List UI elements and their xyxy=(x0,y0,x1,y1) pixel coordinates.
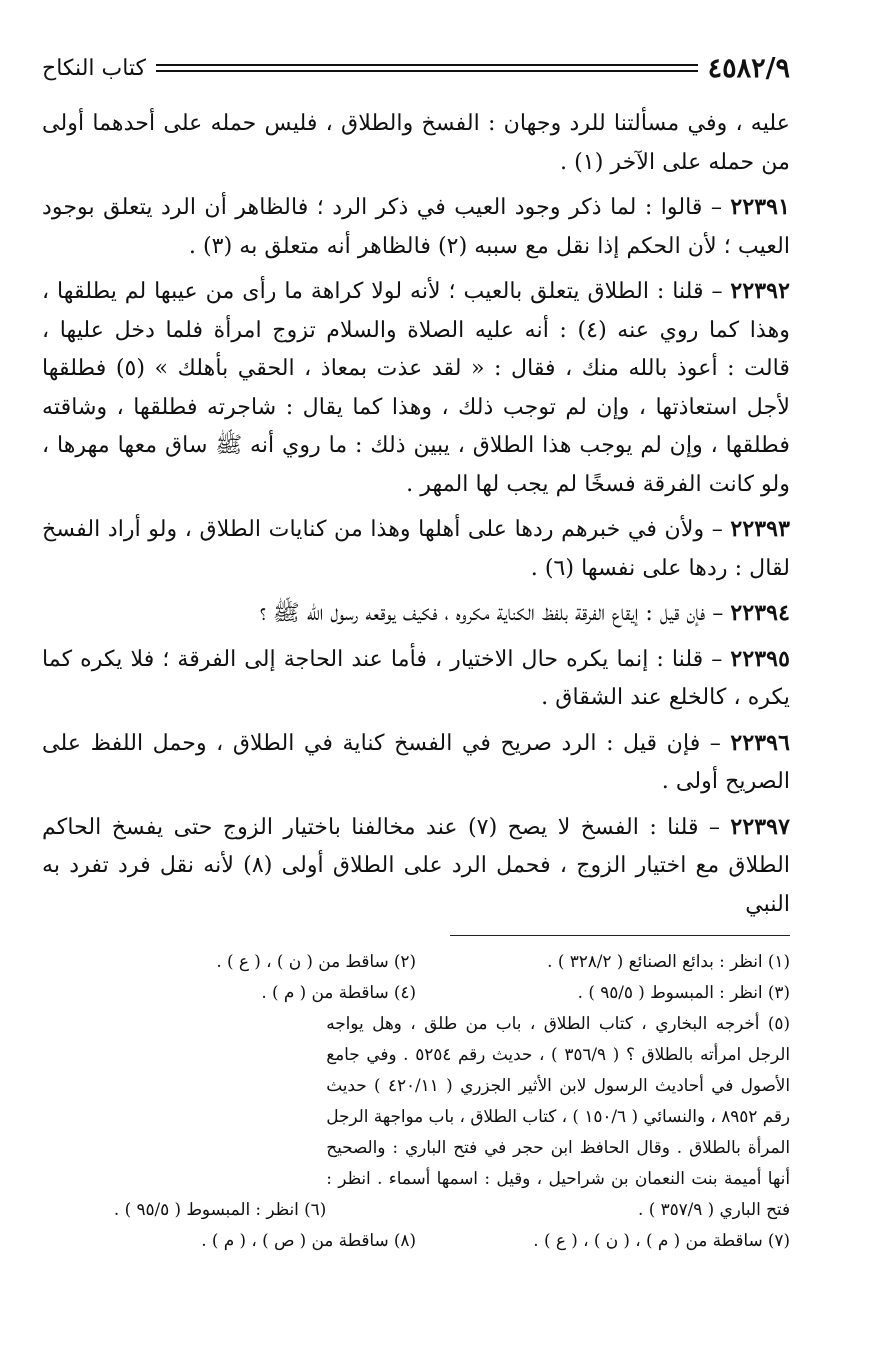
footnote-4: (٤) ساقطة من ( م ) . xyxy=(261,982,416,1002)
paragraph-text: – فإن قيل : إيقاع الفرقة بلفظ الكناية مكروه ، فكيف يوقعه رسول الله ﷺ ؟ xyxy=(259,600,731,626)
footnote-separator xyxy=(450,935,790,936)
paragraph-text: – قالوا : لما ذكر وجود العيب في ذكر الرد ؛ فالظاهر أن الرد يتعلق بوجود العيب ؛ لأن الحكم إذا نقل مع سببه (٢) فالظاهر أنه متعلق به (٣) . xyxy=(42,194,790,259)
book-page xyxy=(42,48,790,1256)
footnotes xyxy=(42,946,790,1256)
paragraph-number: ٢٢٣٩٥ xyxy=(730,645,790,672)
paragraph xyxy=(42,104,790,181)
footnote-2: (٢) ساقط من ( ن ) ، ( ع ) . xyxy=(216,951,416,971)
footnote-row xyxy=(42,1225,790,1256)
footnote-8: (٨) ساقطة من ( ص ) ، ( م ) . xyxy=(201,1230,416,1250)
paragraph-text: – قلنا : إنما يكره حال الاختيار ، فأما عند الحاجة إلى الفرقة ؛ فلا يكره كما يكره ، كالخلع عند الشقاق . xyxy=(42,645,790,710)
paragraph-text: – قلنا : الفسخ لا يصح (٧) عند مخالفنا باختيار الزوج حتى يفسخ الحاكم الطلاق مع اختيار الزوج ، فحمل الرد على الطلاق أولى (٨) لأنه نقل فرد تفرد به النبي xyxy=(42,813,791,917)
paragraph xyxy=(42,594,790,633)
paragraph-number: ٢٢٣٩٦ xyxy=(730,729,790,756)
paragraph xyxy=(42,724,790,801)
paragraph xyxy=(42,188,790,265)
footnote-row xyxy=(42,946,790,977)
paragraph-text: – فإن قيل : الرد صريح في الفسخ كناية في الطلاق ، وحمل اللفظ على الصريح أولى . xyxy=(42,729,790,794)
footnote-row xyxy=(42,1008,790,1225)
paragraph-text: – ولأن في خبرهم ردها على أهلها وهذا من كنايات الطلاق ، ولو أراد الفسخ لقال : ردها على نفسها (٦) . xyxy=(42,516,790,581)
footnote-6: (٦) انظر : المبسوط ( ٩٥/٥ ) . xyxy=(113,1199,327,1219)
header-rule xyxy=(156,64,698,72)
paragraph-number: ٢٢٣٩٧ xyxy=(730,813,790,840)
page-number: ٤٥٨٢/٩ xyxy=(707,52,790,84)
footnote-5: (٥) أخرجه البخاري ، كتاب الطلاق ، باب من طلق ، وهل يواجه الرجل امرأته بالطلاق ؟ ( ٣٥٦/٩ ) ، حديث رقم ٥٢٥٤ . وفي جامع الأصول في أحاديث الرسول لابن الأثير الجزري ( ٤٢٠/١١ ) حديث رقم ٨٩٥٢ ، والنسائي ( ١٥٠/٦ ) ، كتاب الطلاق ، باب مواجهة الرجل المرأة بالطلاق . وقال الحافظ ابن حجر في فتح الباري : والصحيح أنها أميمة بنت النعمان بن شراحيل ، وقيل : اسمها أسماء . انظر : فتح الباري ( ٣٥٧/٩ ) . xyxy=(326,1013,791,1219)
book-title: كتاب النكاح xyxy=(42,55,147,81)
paragraph xyxy=(42,640,790,717)
paragraph-number: ٢٢٣٩٣ xyxy=(730,516,790,542)
paragraph xyxy=(42,272,790,503)
running-header xyxy=(42,48,790,88)
paragraph-text: – قلنا : الطلاق يتعلق بالعيب ؛ لأنه لولا كراهة ما رأى من عيبها لم يطلقها ، وهذا كما روي عنه (٤) : أنه عليه الصلاة والسلام تزوج امرأة فلما دخل عليها ، قالت : أعوذ بالله منك ، فقال : « لقد عذت بمعاذ ، الحقي بأهلك » (٥) فطلقها لأجل استعاذتها ، وإن لم توجب ذلك ، وهذا كما يقال : شاجرته فطلقها ، وشاقته فطلقها ، وإن لم يوجب هذا الطلاق ، يبين ذلك : ما روي أنه ﷺ ساق معها مهرها ، ولو كانت الفرقة فسخًا لم يجب لها المهر . xyxy=(42,278,790,497)
footnote-1: (١) انظر : بدائع الصنائع ( ٣٢٨/٢ ) . xyxy=(547,951,790,971)
paragraph-number: ٢٢٣٩٤ xyxy=(730,600,790,626)
paragraph-number: ٢٢٣٩١ xyxy=(730,194,790,220)
footnote-3: (٣) انظر : المبسوط ( ٩٥/٥ ) . xyxy=(577,982,790,1002)
footnote-7: (٧) ساقطة من ( م ) ، ( ن ) ، ( ع ) . xyxy=(533,1230,790,1250)
paragraph-number: ٢٢٣٩٢ xyxy=(730,278,790,304)
main-text xyxy=(42,104,790,923)
footnote-row xyxy=(42,977,790,1008)
paragraph xyxy=(42,510,790,587)
paragraph xyxy=(42,808,790,924)
paragraph-text: عليه ، وفي مسألتنا للرد وجهان : الفسخ والطلاق ، فليس حمله على أحدهما أولى من حمله على الآخر (١) . xyxy=(42,110,790,175)
